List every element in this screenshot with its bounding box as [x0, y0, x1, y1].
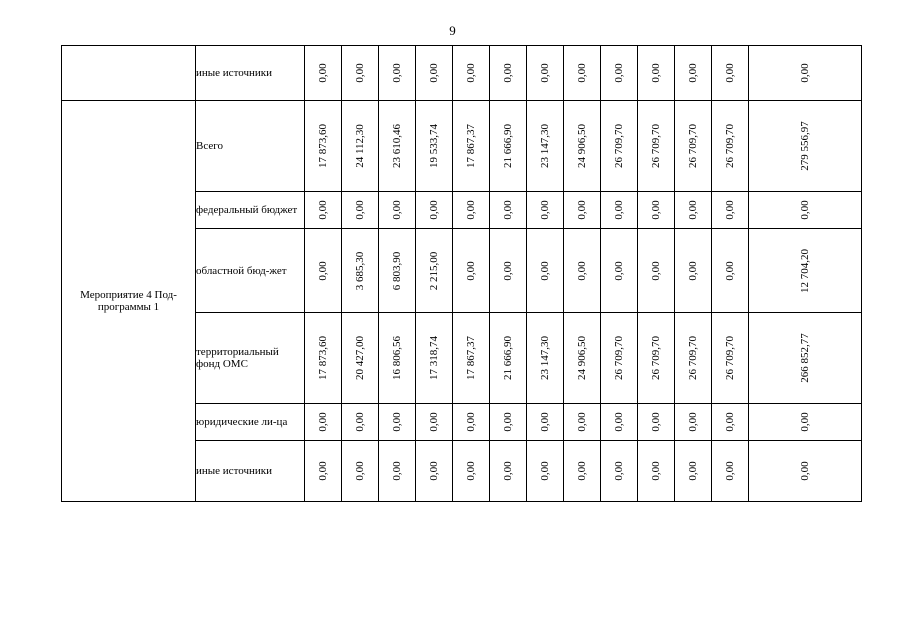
value-text: 12 704,20 [799, 248, 811, 293]
year-value-cell [490, 229, 527, 313]
value-text: 0,00 [576, 461, 588, 481]
year-value-cell [564, 404, 601, 441]
value-text: 0,00 [317, 260, 329, 281]
value-text: 0,00 [428, 200, 440, 220]
year-value-cell [712, 229, 749, 313]
value-text: 0,00 [724, 200, 736, 220]
total-value-cell [749, 46, 862, 101]
value-text: 16 806,56 [391, 336, 403, 380]
year-value-cell [675, 441, 712, 502]
value-text: 24 906,50 [576, 124, 588, 168]
value-text: 0,00 [354, 412, 366, 432]
value-text: 17 867,37 [465, 336, 477, 380]
year-value-cell [305, 101, 342, 192]
year-value-cell [379, 313, 416, 404]
value-text: 17 867,37 [465, 124, 477, 168]
value-text: 21 666,90 [502, 124, 514, 168]
value-text: 0,00 [317, 200, 329, 220]
year-value-cell [453, 404, 490, 441]
value-text: 0,00 [317, 412, 329, 432]
value-text: 0,00 [687, 200, 699, 220]
value-text: 0,00 [576, 412, 588, 432]
value-text: 0,00 [799, 461, 811, 481]
year-value-cell [305, 441, 342, 502]
value-text: 21 666,90 [502, 336, 514, 380]
year-value-cell [564, 313, 601, 404]
year-value-cell [342, 229, 379, 313]
value-text: 0,00 [650, 63, 662, 83]
value-text: 0,00 [799, 412, 811, 432]
value-text: 26 709,70 [724, 336, 736, 380]
year-value-cell [416, 441, 453, 502]
year-value-cell [638, 46, 675, 101]
value-text: 0,00 [576, 260, 588, 281]
value-text: 23 610,46 [391, 124, 403, 168]
year-value-cell [564, 101, 601, 192]
year-value-cell [416, 229, 453, 313]
year-value-cell [675, 101, 712, 192]
value-text: 24 906,50 [576, 336, 588, 380]
value-text: 0,00 [687, 260, 699, 281]
value-text: 0,00 [502, 260, 514, 281]
value-text: 0,00 [502, 412, 514, 432]
year-value-cell [305, 192, 342, 229]
year-value-cell [490, 46, 527, 101]
year-value-cell [527, 404, 564, 441]
year-value-cell [342, 404, 379, 441]
value-text: 0,00 [539, 260, 551, 281]
year-value-cell [601, 404, 638, 441]
year-value-cell [638, 192, 675, 229]
value-text: 17 873,60 [317, 124, 329, 168]
value-text: 0,00 [724, 412, 736, 432]
funding-source-label: иные источники [196, 441, 305, 502]
value-text: 0,00 [724, 63, 736, 83]
year-value-cell [675, 192, 712, 229]
value-text: 0,00 [687, 412, 699, 432]
year-value-cell [453, 101, 490, 192]
value-text: 0,00 [354, 63, 366, 83]
year-value-cell [453, 192, 490, 229]
value-text: 23 147,30 [539, 336, 551, 380]
value-text: 0,00 [576, 200, 588, 220]
year-value-cell [564, 441, 601, 502]
value-text: 266 852,77 [799, 333, 811, 383]
year-value-cell [712, 404, 749, 441]
year-value-cell [675, 46, 712, 101]
value-text: 0,00 [650, 200, 662, 220]
value-text: 0,00 [724, 260, 736, 281]
value-text: 0,00 [391, 200, 403, 220]
year-value-cell [453, 441, 490, 502]
year-value-cell [675, 404, 712, 441]
value-text: 23 147,30 [539, 124, 551, 168]
value-text: 0,00 [428, 412, 440, 432]
year-value-cell [490, 192, 527, 229]
value-text: 0,00 [502, 63, 514, 83]
value-text: 0,00 [650, 412, 662, 432]
year-value-cell [638, 229, 675, 313]
total-value-cell [749, 192, 862, 229]
year-value-cell [564, 46, 601, 101]
value-text: 0,00 [391, 461, 403, 481]
year-value-cell [453, 46, 490, 101]
value-text: 0,00 [613, 200, 625, 220]
year-value-cell [342, 192, 379, 229]
year-value-cell [490, 101, 527, 192]
year-value-cell [416, 404, 453, 441]
value-text: 0,00 [465, 412, 477, 432]
funding-source-label: федеральный бюджет [196, 192, 305, 229]
year-value-cell [379, 229, 416, 313]
value-text: 2 215,00 [428, 251, 440, 290]
value-text: 0,00 [724, 461, 736, 481]
funding-source-label: областной бюд-жет [196, 229, 305, 313]
value-text: 0,00 [465, 63, 477, 83]
year-value-cell [712, 313, 749, 404]
value-text: 0,00 [465, 461, 477, 481]
value-text: 0,00 [502, 200, 514, 220]
year-value-cell [416, 313, 453, 404]
year-value-cell [601, 229, 638, 313]
year-value-cell [453, 313, 490, 404]
year-value-cell [490, 441, 527, 502]
year-value-cell [601, 101, 638, 192]
value-text: 0,00 [687, 63, 699, 83]
value-text: 0,00 [539, 412, 551, 432]
value-text: 26 709,70 [687, 124, 699, 168]
year-value-cell [416, 192, 453, 229]
year-value-cell [342, 46, 379, 101]
value-text: 0,00 [539, 461, 551, 481]
year-value-cell [453, 229, 490, 313]
year-value-cell [564, 192, 601, 229]
year-value-cell [527, 313, 564, 404]
year-value-cell [342, 101, 379, 192]
year-value-cell [675, 229, 712, 313]
value-text: 0,00 [687, 461, 699, 481]
value-text: 26 709,70 [724, 124, 736, 168]
value-text: 0,00 [391, 412, 403, 432]
year-value-cell [305, 404, 342, 441]
year-value-cell [342, 313, 379, 404]
year-value-cell [564, 229, 601, 313]
value-text: 0,00 [576, 63, 588, 83]
year-value-cell [379, 192, 416, 229]
year-value-cell [527, 101, 564, 192]
year-value-cell [527, 441, 564, 502]
year-value-cell [379, 404, 416, 441]
value-text: 0,00 [613, 412, 625, 432]
value-text: 20 427,00 [354, 336, 366, 380]
funding-source-label: юридические ли-ца [196, 404, 305, 441]
year-value-cell [379, 441, 416, 502]
funding-source-label: территориальный фонд ОМС [196, 313, 305, 404]
value-text: 0,00 [391, 63, 403, 83]
year-value-cell [490, 404, 527, 441]
value-text: 19 533,74 [428, 124, 440, 168]
value-text: 0,00 [539, 63, 551, 83]
year-value-cell [490, 313, 527, 404]
value-text: 279 556,97 [799, 121, 811, 171]
value-text: 17 318,74 [428, 336, 440, 380]
value-text: 26 709,70 [613, 336, 625, 380]
total-value-cell [749, 229, 862, 313]
table-row [62, 101, 862, 192]
table-row [62, 46, 862, 101]
value-text: 26 709,70 [650, 124, 662, 168]
value-text: 0,00 [354, 200, 366, 220]
year-value-cell [638, 404, 675, 441]
total-value-cell [749, 441, 862, 502]
value-text: 26 709,70 [613, 124, 625, 168]
value-text: 3 685,30 [354, 251, 366, 290]
page-number: 9 [449, 23, 456, 38]
value-text: 0,00 [650, 260, 662, 281]
value-text: 17 873,60 [317, 336, 329, 380]
value-text: 0,00 [613, 63, 625, 83]
value-text: 0,00 [613, 260, 625, 281]
total-value-cell [749, 313, 862, 404]
value-text: 0,00 [465, 260, 477, 281]
year-value-cell [712, 46, 749, 101]
value-text: 0,00 [650, 461, 662, 481]
year-value-cell [305, 313, 342, 404]
year-value-cell [416, 46, 453, 101]
value-text: 26 709,70 [650, 336, 662, 380]
year-value-cell [601, 441, 638, 502]
value-text: 0,00 [799, 63, 811, 83]
year-value-cell [527, 46, 564, 101]
funding-source-label: иные источники [196, 46, 305, 101]
year-value-cell [601, 192, 638, 229]
year-value-cell [675, 313, 712, 404]
year-value-cell [638, 101, 675, 192]
total-value-cell [749, 101, 862, 192]
year-value-cell [601, 46, 638, 101]
funding-source-label: Всего [196, 101, 305, 192]
value-text: 0,00 [354, 461, 366, 481]
value-text: 0,00 [799, 200, 811, 220]
year-value-cell [638, 441, 675, 502]
year-value-cell [638, 313, 675, 404]
funding-table [61, 45, 862, 502]
value-text: 0,00 [539, 200, 551, 220]
year-value-cell [712, 192, 749, 229]
value-text: 0,00 [502, 461, 514, 481]
empty-event-cell [62, 46, 196, 101]
year-value-cell [379, 46, 416, 101]
year-value-cell [527, 229, 564, 313]
year-value-cell [342, 441, 379, 502]
value-text: 0,00 [465, 200, 477, 220]
value-text: 0,00 [317, 461, 329, 481]
value-text: 0,00 [613, 461, 625, 481]
event-title: Мероприятие 4 Под-программы 1 [62, 101, 196, 502]
year-value-cell [712, 101, 749, 192]
value-text: 0,00 [428, 461, 440, 481]
year-value-cell [416, 101, 453, 192]
year-value-cell [712, 441, 749, 502]
year-value-cell [527, 192, 564, 229]
year-value-cell [305, 46, 342, 101]
year-value-cell [305, 229, 342, 313]
value-text: 26 709,70 [687, 336, 699, 380]
value-text: 0,00 [428, 63, 440, 83]
value-text: 6 803,90 [391, 251, 403, 290]
total-value-cell [749, 404, 862, 441]
value-text: 0,00 [317, 63, 329, 83]
year-value-cell [379, 101, 416, 192]
value-text: 24 112,30 [354, 124, 366, 168]
year-value-cell [601, 313, 638, 404]
